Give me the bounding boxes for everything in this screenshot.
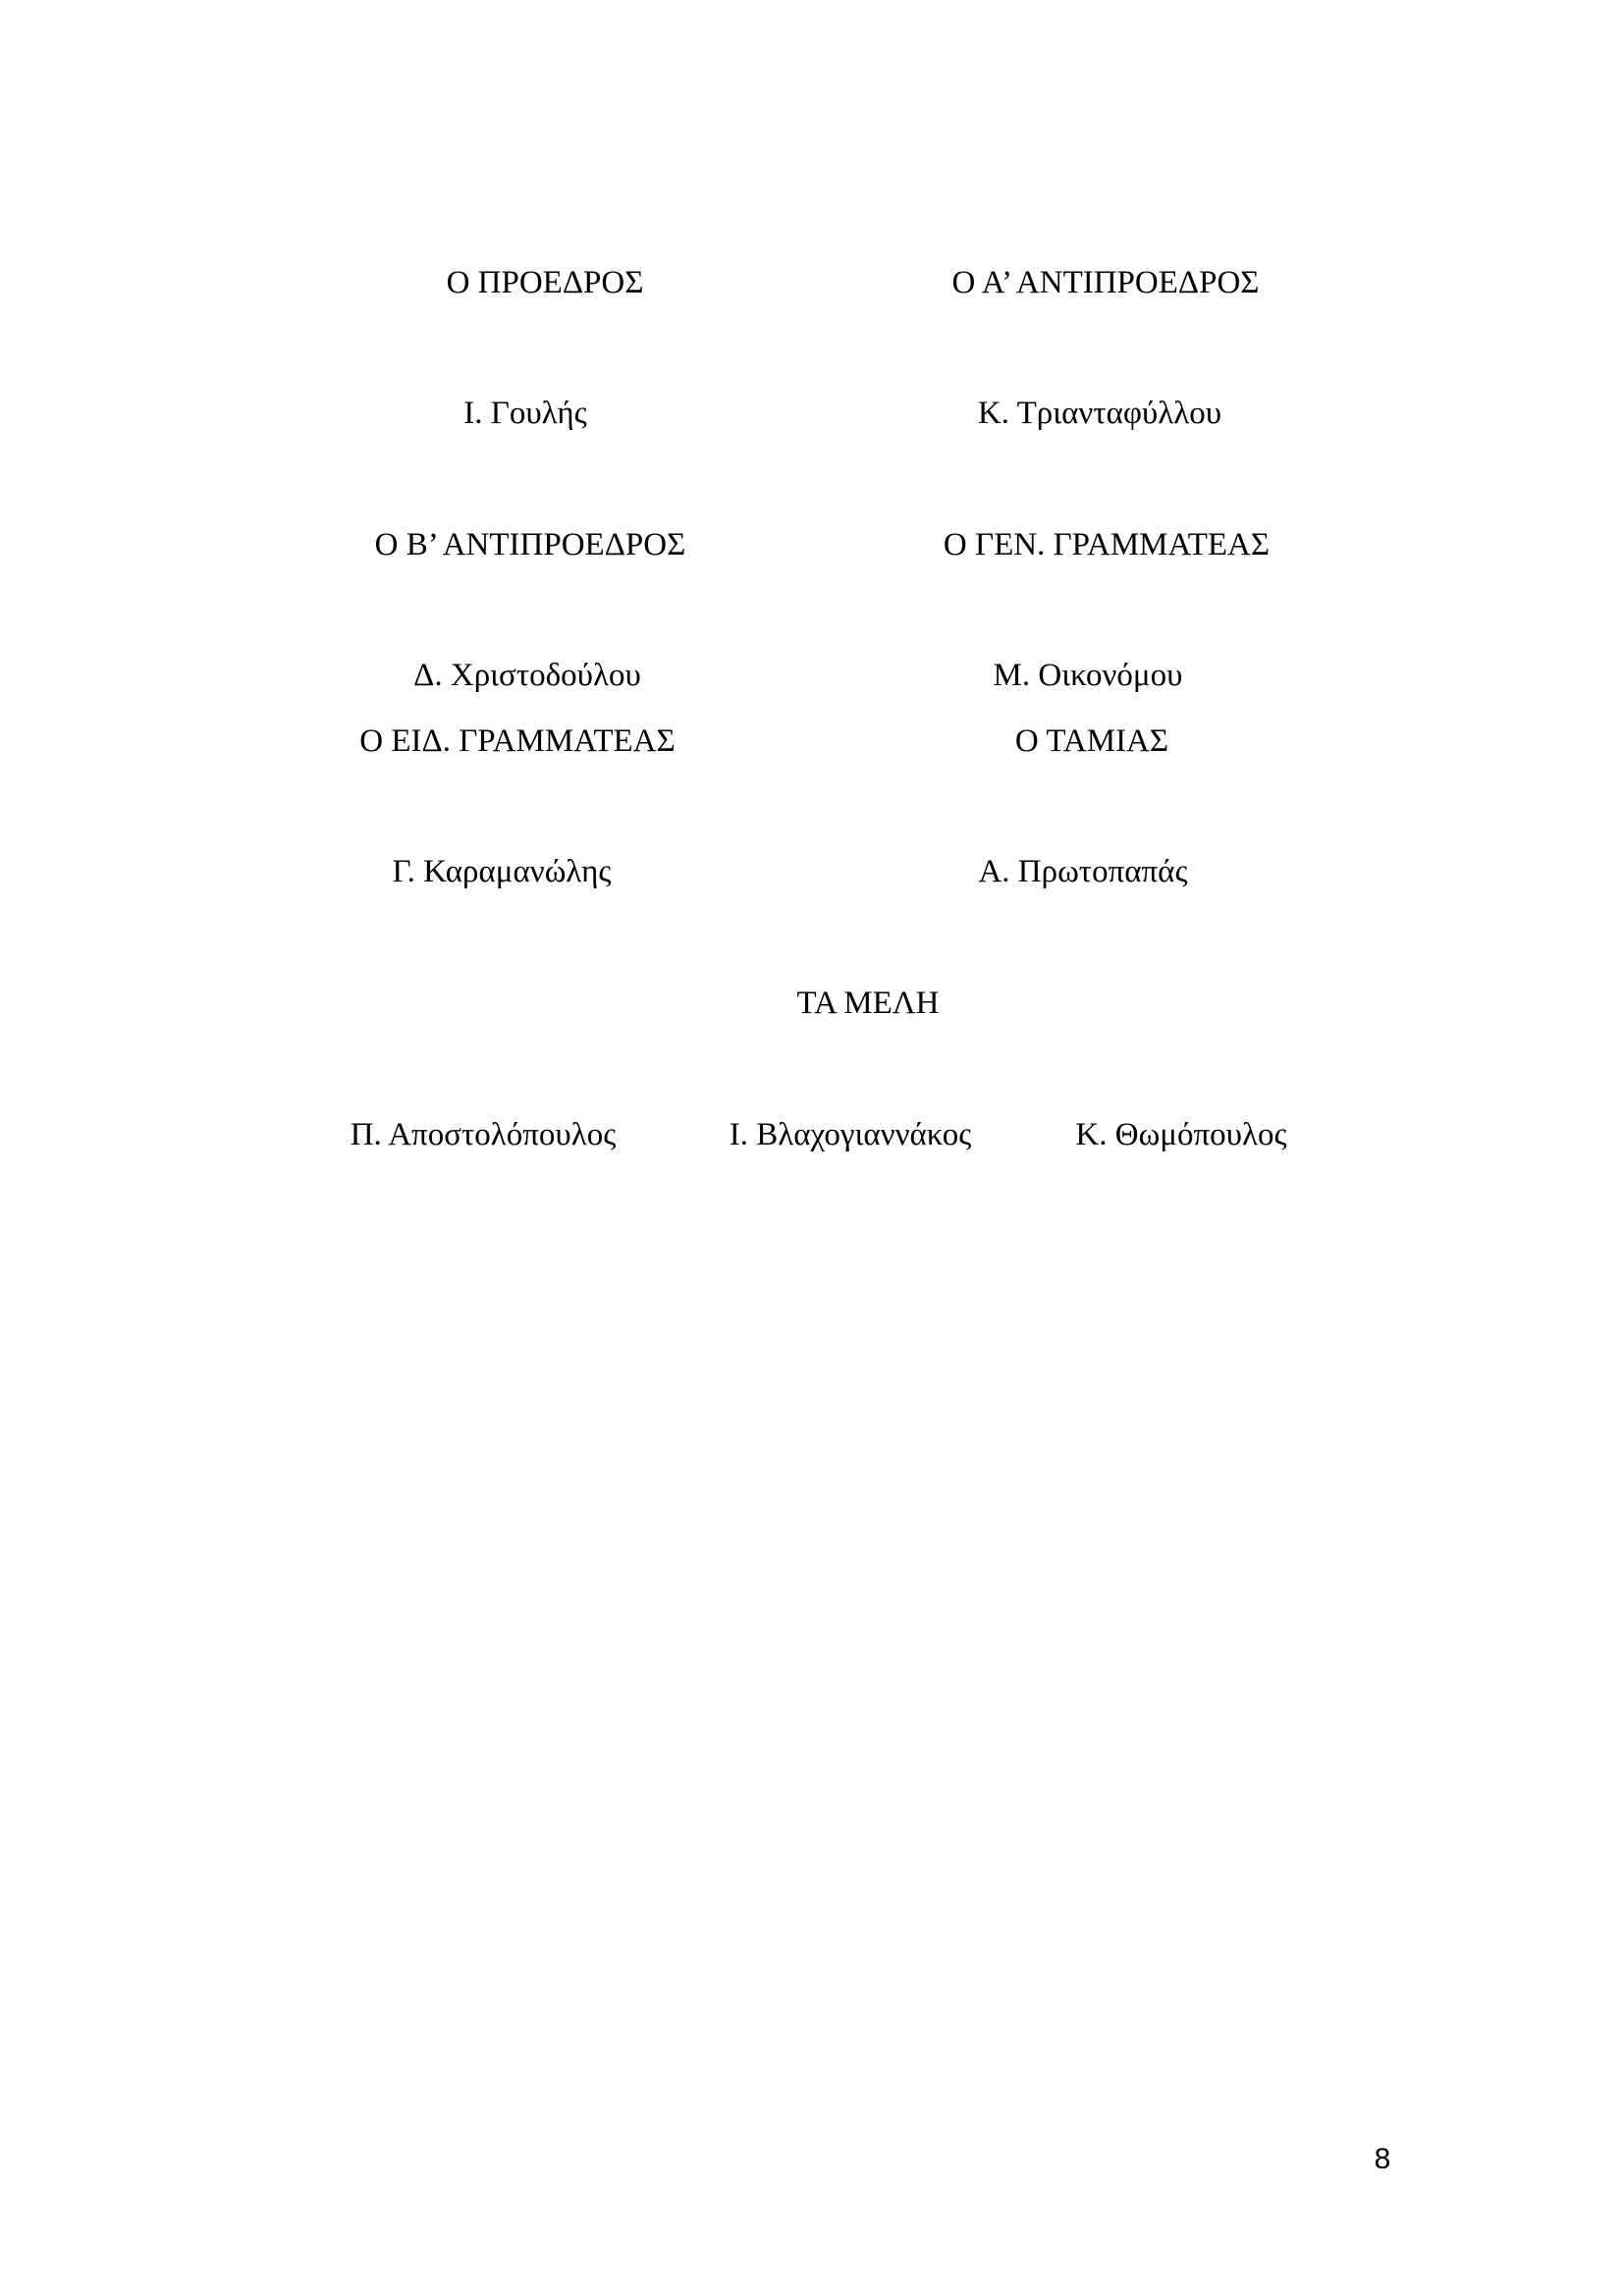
member-name: Π. Αποστολόπουλος — [350, 1117, 617, 1152]
vice-president-a-name: Κ. Τριανταφύλλου — [977, 396, 1222, 431]
member-name: Κ. Θωμόπουλος — [1075, 1117, 1287, 1152]
page-number: 8 — [1374, 2143, 1391, 2175]
special-secretary-name: Γ. Καραμανώλης — [392, 854, 612, 889]
vice-president-a-title: Ο Α’ ΑΝΤΙΠΡΟΕΔΡΟΣ — [951, 265, 1260, 300]
president-title: Ο ΠΡΟΕΔΡΟΣ — [446, 265, 644, 300]
president-name: Ι. Γουλής — [463, 396, 587, 431]
general-secretary-title: Ο ΓΕΝ. ΓΡΑΜΜΑΤΕΑΣ — [943, 527, 1271, 562]
vice-president-b-name: Δ. Χριστοδούλου — [413, 658, 641, 693]
treasurer-title: Ο ΤΑΜΙΑΣ — [1014, 723, 1169, 759]
special-secretary-title: Ο ΕΙΔ. ΓΡΑΜΜΑΤΕΑΣ — [359, 723, 676, 759]
vice-president-b-title: Ο Β’ ΑΝΤΙΠΡΟΕΔΡΟΣ — [374, 527, 686, 562]
members-heading: ΤΑ ΜΕΛΗ — [796, 986, 940, 1021]
member-name: Ι. Βλαχογιαννάκος — [729, 1117, 972, 1152]
treasurer-name: Α. Πρωτοπαπάς — [978, 854, 1188, 889]
general-secretary-name: Μ. Οικονόμου — [993, 658, 1183, 693]
